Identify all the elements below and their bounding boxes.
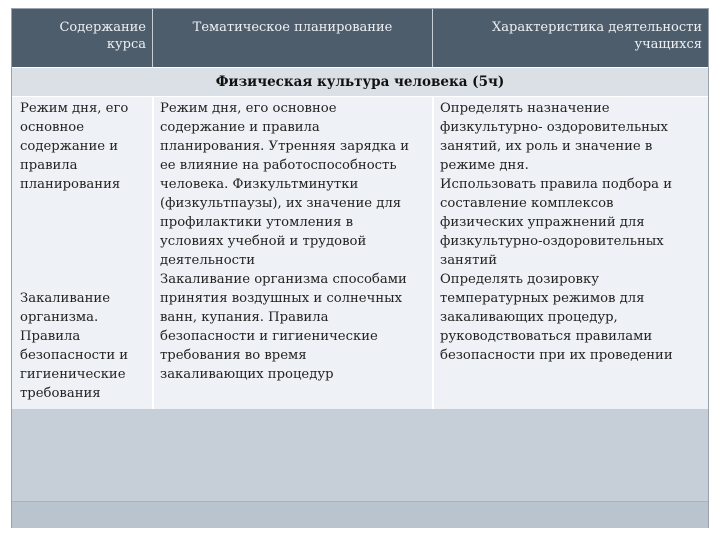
cell-course-content	[12, 97, 152, 409]
cell-line: планирования. Утренняя зарядка и	[160, 139, 410, 154]
cell-line: Определять назначение	[440, 101, 610, 116]
header-thematic-planning	[152, 9, 432, 67]
cell-line: Режим дня, его	[20, 101, 129, 116]
cell-line: Закаливание организма способами	[160, 272, 407, 287]
cell-line: Режим дня, его основное	[160, 101, 337, 116]
cell-line: основное	[20, 120, 85, 135]
cell-line: требования во время	[160, 348, 307, 363]
cell-line: Правила	[20, 329, 81, 344]
cell-spacer	[20, 194, 152, 289]
cell-line: требования	[20, 386, 101, 401]
cell-line: составление комплексов	[440, 196, 614, 211]
cell-line: организма.	[20, 310, 99, 325]
cell-line: безопасности и гигиенические	[160, 329, 378, 344]
cell-line: занятий, их роль и значение в	[440, 139, 653, 154]
cell-line: режиме дня.	[440, 158, 529, 173]
cell-line: физкультурно-оздоровительных	[440, 234, 664, 249]
cell-line: профилактики утомления в	[160, 215, 354, 230]
header-course-content	[12, 9, 152, 67]
cell-line: гигиенические	[20, 367, 126, 382]
cell-line: деятельности	[160, 253, 256, 268]
cell-line: температурных режимов для	[440, 291, 645, 306]
header-text: Тематическое планирование	[192, 20, 393, 35]
cell-activity	[432, 97, 708, 409]
cell-line: безопасности при их проведении	[440, 348, 673, 363]
section-title: Физическая культура человека (5ч)	[12, 67, 708, 97]
cell-line: содержание и	[20, 139, 119, 154]
cell-line: (физкультпаузы), их значение для	[160, 196, 402, 211]
table-header-row	[12, 9, 708, 67]
cell-line: безопасности и	[20, 348, 129, 363]
cell-line: условиях учебной и трудовой	[160, 234, 367, 249]
cell-line: физических упражнений для	[440, 215, 645, 230]
cell-line: руководствоваться правилами	[440, 329, 653, 344]
table-body-row	[12, 97, 708, 409]
cell-line: Определять дозировку	[440, 272, 599, 287]
cell-line: содержание и правила	[160, 120, 320, 135]
cell-line: планирования	[20, 177, 121, 192]
cell-line: принятия воздушных и солнечных	[160, 291, 403, 306]
cell-line: ванн, купания. Правила	[160, 310, 329, 325]
header-activity	[432, 9, 708, 67]
cell-line: человека. Физкультминутки	[160, 177, 359, 192]
cell-line: правила	[20, 158, 78, 173]
bottom-strip	[12, 501, 708, 528]
cell-line: закаливающих процедур,	[440, 310, 618, 325]
cell-thematic-planning	[152, 97, 432, 409]
cell-line: ее влияние на работоспособность	[160, 158, 397, 173]
header-text: Содержание	[59, 20, 146, 35]
header-text: курса	[106, 37, 146, 52]
cell-line: Закаливание	[20, 291, 111, 306]
table-frame	[11, 8, 709, 528]
header-text: Характеристика деятельности	[492, 20, 702, 35]
cell-line: физкультурно- оздоровительных	[440, 120, 668, 135]
cell-line: занятий	[440, 253, 498, 268]
header-text: учащихся	[634, 37, 702, 52]
cell-line: Использовать правила подбора и	[440, 177, 673, 192]
cell-line: закаливающих процедур	[160, 367, 334, 382]
